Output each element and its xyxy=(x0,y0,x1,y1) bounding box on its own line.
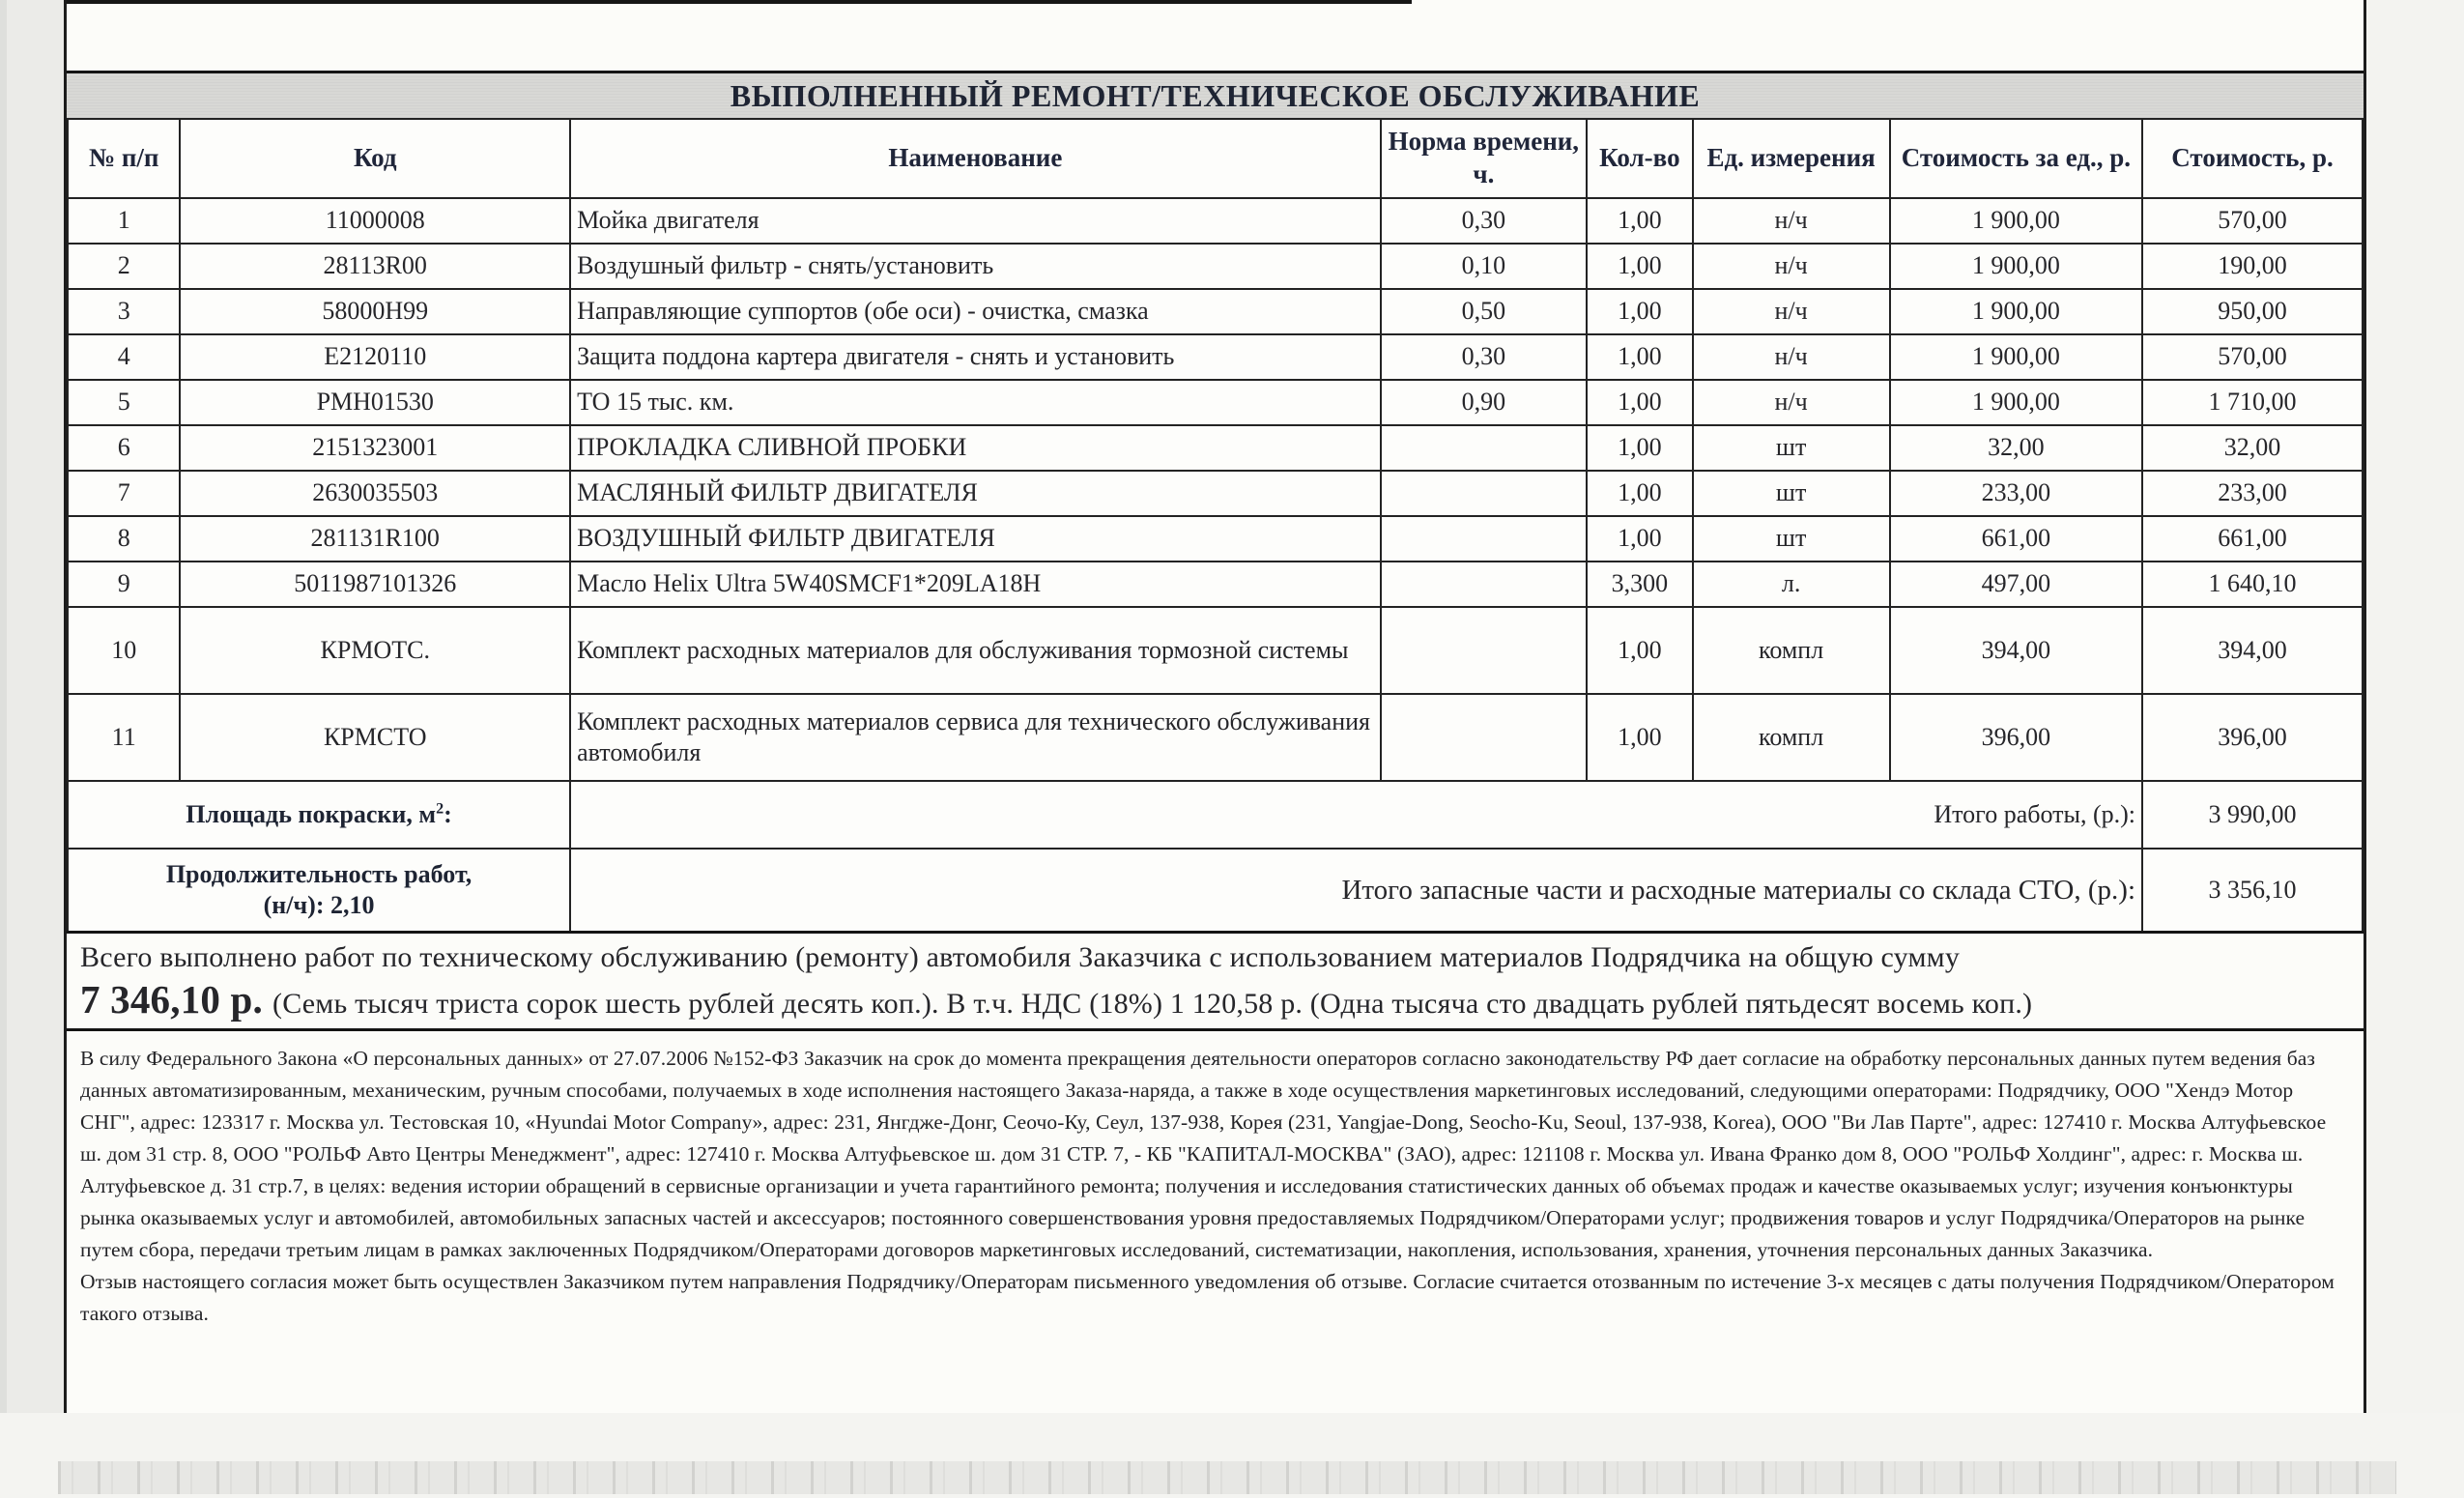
cell-num: 4 xyxy=(68,334,180,380)
cell-time xyxy=(1381,425,1588,471)
cell-qty: 1,00 xyxy=(1587,380,1692,425)
paint-area-label xyxy=(68,781,570,849)
cell-price: 1 900,00 xyxy=(1890,334,2142,380)
cell-time xyxy=(1381,471,1588,516)
cell-sum: 661,00 xyxy=(2142,516,2363,562)
cell-time: 0,30 xyxy=(1381,334,1588,380)
cell-qty: 1,00 xyxy=(1587,607,1692,694)
cell-time: 0,10 xyxy=(1381,244,1588,289)
cell-name: Комплект расходных материалов для обслуживания тормозной системы xyxy=(570,607,1380,694)
cell-qty: 1,00 xyxy=(1587,694,1692,781)
table-row xyxy=(68,607,2363,694)
grand-total-detail xyxy=(80,976,2346,1023)
cell-qty: 1,00 xyxy=(1587,471,1692,516)
cell-price: 1 900,00 xyxy=(1890,198,2142,244)
table-row xyxy=(68,516,2363,562)
consent-paragraph-1: В силу Федерального Закона «О персональных данных» от 27.07.2006 №152-ФЗ Заказчик на срок до момента прекращения деятельности операторов согласно законодательству РФ дает согласие на обработку персональных данных путем ведения баз данных автоматизированным, механическим, ручным способами, получаемых в ходе исполнения настоящего Заказа-наряда, а также в ходе осуществления маркетинговых исследований, следующими операторами: Подрядчику, ООО "Хендэ Мотор СНГ", адрес: 123317 г. Москва ул. Тестовская 10, «Hyundai Motor Company», адрес: 231, Янгдже-Донг, Сеочо-Ку, Сеул, 137-938, Корея (231, Yangjae-Dong, Seocho-Ku, Seoul, 137-938, Korea), ООО "Ви Лав Парте", адрес: 127410 г. Москва Алтуфьевское ш. дом 31 стр. 8, ООО "РОЛЬФ Авто Центры Менеджмент", адрес: 127410 г. Москва Алтуфьевское ш. дом 31 СТР. 7, - КБ "КАПИТАЛ-МОСКВА" (ЗАО), адрес: 121108 г. Москва ул. Ивана Франко дом 8, ООО "РОЛЬФ Холдинг", адрес: г. Москва ш. Алтуфьевское д. 31 стр.7, в целях: ведения истории обращений в сервисные организации и учета гарантийного ремонта; получения и исследования статистических данных об объемах продаж и качестве оказываемых услуг; изучения конъюнктуры рынка оказываемых услуг и автомобилей, автомобильных запасных частей и аксессуаров; постоянного совершенствования уровня предоставляемых Подрядчиком/Операторами услуг; продвижения товаров и услуг Подрядчика/Операторов на рынке путем сбора, передачи третьим лицам в рамках заключенных Подрядчиком/Операторами договоров маркетинговых исследований, систематизации, накопления, использования, хранения, уточнения персональных данных Заказчика. xyxy=(80,1047,2327,1261)
cell-code: 2151323001 xyxy=(180,425,570,471)
cell-price: 233,00 xyxy=(1890,471,2142,516)
cell-unit: н/ч xyxy=(1693,380,1890,425)
cell-time: 0,30 xyxy=(1381,198,1588,244)
duration-label-line1: Продолжительность работ, xyxy=(165,859,473,888)
cell-name: Мойка двигателя xyxy=(570,198,1380,244)
cell-unit: шт xyxy=(1693,516,1890,562)
cell-num: 2 xyxy=(68,244,180,289)
cell-code: 28113R00 xyxy=(180,244,570,289)
cell-name: Защита поддона картера двигателя - снять и установить xyxy=(570,334,1380,380)
section-title-bar xyxy=(67,71,2364,118)
cell-unit: н/ч xyxy=(1693,334,1890,380)
cell-name: Направляющие суппортов (обе оси) - очистка, смазка xyxy=(570,289,1380,334)
cell-num: 3 xyxy=(68,289,180,334)
col-header-name: Наименование xyxy=(570,119,1380,198)
paint-area-colon: : xyxy=(444,799,452,828)
cell-price: 1 900,00 xyxy=(1890,244,2142,289)
cell-sum: 950,00 xyxy=(2142,289,2363,334)
summary-row-parts xyxy=(68,849,2363,933)
cell-num: 9 xyxy=(68,562,180,607)
cell-time xyxy=(1381,694,1588,781)
cell-qty: 1,00 xyxy=(1587,516,1692,562)
cell-time xyxy=(1381,516,1588,562)
cell-unit: компл xyxy=(1693,694,1890,781)
cell-code: КРМОТС. xyxy=(180,607,570,694)
cell-code: E2120110 xyxy=(180,334,570,380)
cell-code: PMH01530 xyxy=(180,380,570,425)
cell-unit: шт xyxy=(1693,425,1890,471)
cell-num: 10 xyxy=(68,607,180,694)
cell-unit: н/ч xyxy=(1693,244,1890,289)
cell-price: 394,00 xyxy=(1890,607,2142,694)
parts-total-label: Итого запасные части и расходные материалы со склада СТО, (р.): xyxy=(570,849,2142,933)
grand-total-words: (Семь тысяч триста сорок шесть рублей десять коп.). В т.ч. НДС (18%) 1 120,58 р. (Одна тысяча сто двадцать рублей пятьдесят восемь коп.) xyxy=(272,988,2033,1020)
cell-code: 58000H99 xyxy=(180,289,570,334)
cell-sum: 394,00 xyxy=(2142,607,2363,694)
col-header-unit: Ед. измерения xyxy=(1693,119,1890,198)
works-total-label: Итого работы, (р.): xyxy=(570,781,2142,849)
table-row xyxy=(68,694,2363,781)
grand-total-intro: Всего выполнено работ по техническому обслуживанию (ремонту) автомобиля Заказчика с использованием материалов Подрядчика на общую сумму xyxy=(80,941,1961,973)
cell-sum: 1 710,00 xyxy=(2142,380,2363,425)
cell-qty: 1,00 xyxy=(1587,425,1692,471)
cell-qty: 1,00 xyxy=(1587,334,1692,380)
works-total-value: 3 990,00 xyxy=(2142,781,2363,849)
col-header-code: Код xyxy=(180,119,570,198)
cell-price: 1 900,00 xyxy=(1890,380,2142,425)
cell-sum: 570,00 xyxy=(2142,334,2363,380)
cell-num: 11 xyxy=(68,694,180,781)
table-header-row xyxy=(68,119,2363,198)
cell-time xyxy=(1381,562,1588,607)
cell-code: 11000008 xyxy=(180,198,570,244)
cell-price: 32,00 xyxy=(1890,425,2142,471)
work-order-table xyxy=(67,118,2364,934)
personal-data-consent-block xyxy=(67,1031,2364,1330)
consent-paragraph-2: Отзыв настоящего согласия может быть осуществлен Заказчиком путем направления Подрядчику/Операторам письменного уведомления об отзыве. Согласие считается отозванным по истечение 3-х месяцев с даты получения Подрядчиком/Оператором такого отзыва. xyxy=(80,1270,2335,1325)
cell-name: ВОЗДУШНЫЙ ФИЛЬТР ДВИГАТЕЛЯ xyxy=(570,516,1380,562)
cell-num: 7 xyxy=(68,471,180,516)
grand-total-amount: 7 346,10 р. xyxy=(80,977,264,1022)
col-header-qty: Кол-во xyxy=(1587,119,1692,198)
paint-area-label-text: Площадь покраски, м xyxy=(186,799,437,828)
cell-sum: 1 640,10 xyxy=(2142,562,2363,607)
col-header-num: № п/п xyxy=(68,119,180,198)
scanner-left-margin xyxy=(0,0,64,1498)
grand-total-block xyxy=(67,934,2364,1031)
cell-name: Воздушный фильтр - снять/установить xyxy=(570,244,1380,289)
cell-price: 661,00 xyxy=(1890,516,2142,562)
table-row xyxy=(68,244,2363,289)
cell-code: КРМСТО xyxy=(180,694,570,781)
cell-unit: л. xyxy=(1693,562,1890,607)
col-header-time: Норма времени, ч. xyxy=(1381,119,1588,198)
cell-num: 1 xyxy=(68,198,180,244)
cell-name: ТО 15 тыс. км. xyxy=(570,380,1380,425)
summary-row-works xyxy=(68,781,2363,849)
cell-time: 0,50 xyxy=(1381,289,1588,334)
table-row xyxy=(68,380,2363,425)
scan-artifact-band xyxy=(58,1461,2396,1494)
duration-label xyxy=(68,849,570,933)
cell-qty: 3,300 xyxy=(1587,562,1692,607)
cell-time: 0,90 xyxy=(1381,380,1588,425)
cell-num: 8 xyxy=(68,516,180,562)
cell-sum: 570,00 xyxy=(2142,198,2363,244)
col-header-sum: Стоимость, р. xyxy=(2142,119,2363,198)
cell-unit: н/ч xyxy=(1693,198,1890,244)
cell-time xyxy=(1381,607,1588,694)
cell-unit: компл xyxy=(1693,607,1890,694)
document-page xyxy=(64,0,2366,1413)
cell-name: Масло Helix Ultra 5W40SMCF1*209LA18H xyxy=(570,562,1380,607)
cell-unit: шт xyxy=(1693,471,1890,516)
table-row xyxy=(68,289,2363,334)
table-row xyxy=(68,198,2363,244)
cell-sum: 233,00 xyxy=(2142,471,2363,516)
cell-qty: 1,00 xyxy=(1587,244,1692,289)
section-title: ВЫПОЛНЕННЫЙ РЕМОНТ/ТЕХНИЧЕСКОЕ ОБСЛУЖИВАНИЕ xyxy=(730,77,1701,113)
cell-qty: 1,00 xyxy=(1587,198,1692,244)
cell-price: 497,00 xyxy=(1890,562,2142,607)
cell-sum: 190,00 xyxy=(2142,244,2363,289)
cell-code: 5011987101326 xyxy=(180,562,570,607)
cell-price: 1 900,00 xyxy=(1890,289,2142,334)
cell-num: 5 xyxy=(68,380,180,425)
cell-qty: 1,00 xyxy=(1587,289,1692,334)
table-row xyxy=(68,471,2363,516)
col-header-price: Стоимость за ед., р. xyxy=(1890,119,2142,198)
cell-sum: 396,00 xyxy=(2142,694,2363,781)
cell-code: 2630035503 xyxy=(180,471,570,516)
table-row xyxy=(68,562,2363,607)
cell-name: МАСЛЯНЫЙ ФИЛЬТР ДВИГАТЕЛЯ xyxy=(570,471,1380,516)
cell-sum: 32,00 xyxy=(2142,425,2363,471)
cell-code: 281131R100 xyxy=(180,516,570,562)
table-row xyxy=(68,425,2363,471)
cell-name: Комплект расходных материалов сервиса для технического обслуживания автомобиля xyxy=(570,694,1380,781)
table-row xyxy=(68,334,2363,380)
scanner-left-edge-shadow xyxy=(0,0,7,1498)
cell-name: ПРОКЛАДКА СЛИВНОЙ ПРОБКИ xyxy=(570,425,1380,471)
cell-num: 6 xyxy=(68,425,180,471)
paint-area-superscript: 2 xyxy=(436,800,444,818)
cell-price: 396,00 xyxy=(1890,694,2142,781)
duration-label-line2: (н/ч): 2,10 xyxy=(263,891,375,919)
top-blank-area xyxy=(67,0,2364,71)
parts-total-value: 3 356,10 xyxy=(2142,849,2363,933)
previous-section-cut-line xyxy=(67,0,1412,4)
cell-unit: н/ч xyxy=(1693,289,1890,334)
